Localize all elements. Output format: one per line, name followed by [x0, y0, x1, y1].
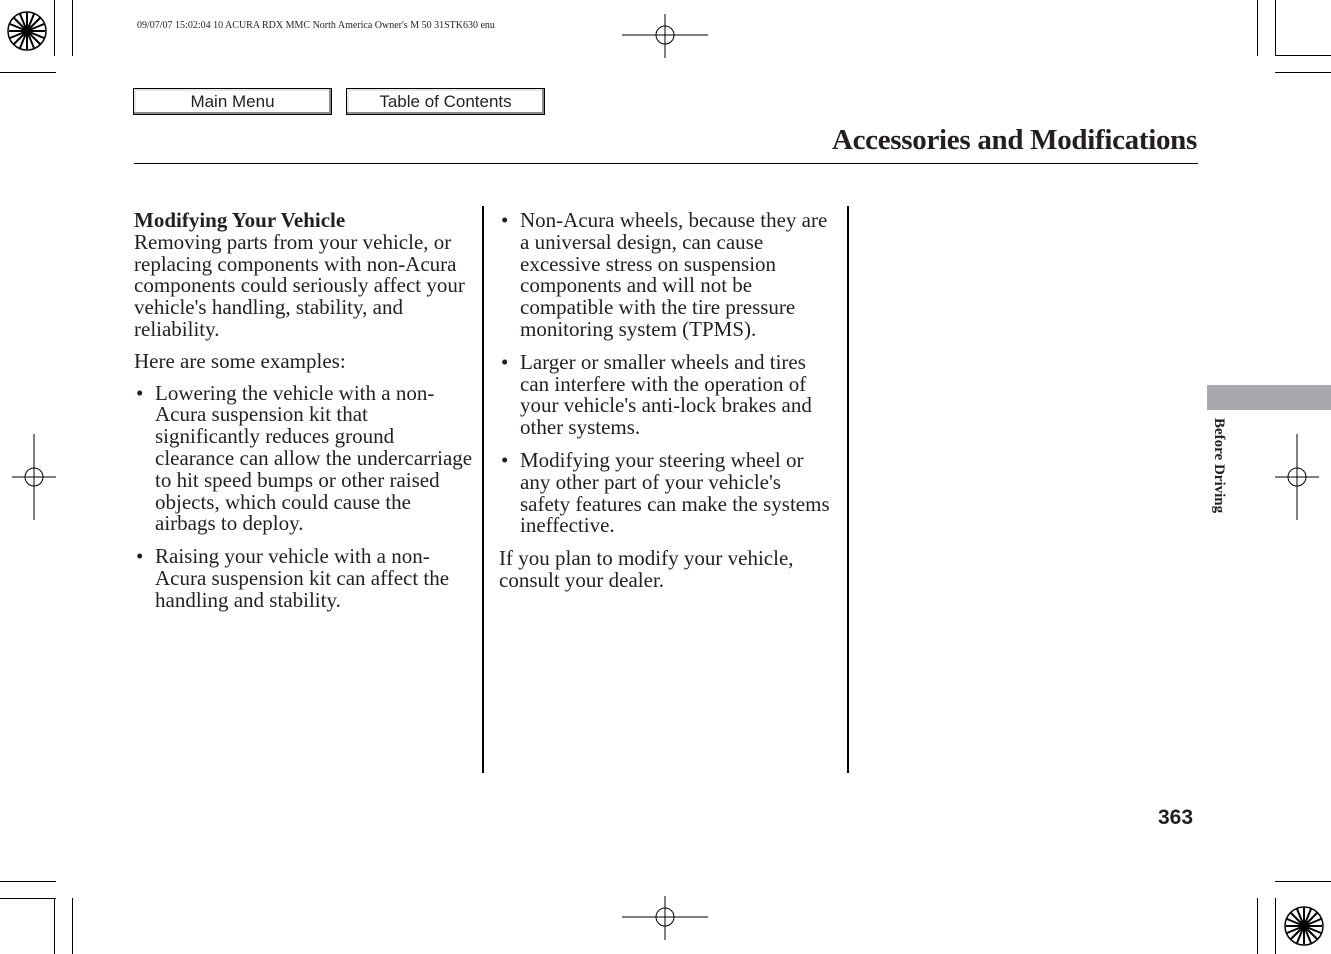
crop-mark	[1275, 72, 1331, 73]
section-heading: Modifying Your Vehicle	[134, 208, 346, 232]
page-title: Accessories and Modifications	[831, 124, 1197, 156]
column-divider-right	[847, 206, 849, 773]
examples-list	[134, 380, 474, 612]
main-menu-label: Main Menu	[190, 92, 275, 111]
crop-mark	[54, 0, 55, 56]
intro-paragraph: Removing parts from your vehicle, or replacing components with non-Acura components could seriously affect your vehicle's handling, stability, and reliability.	[134, 229, 465, 341]
list-item	[134, 380, 474, 536]
page-number: 363	[1158, 806, 1194, 829]
crosshair-registration-icon	[1275, 434, 1319, 520]
print-info: 09/07/07 15:02:04 10 ACURA RDX MMC North America Owner's M 50 31STK630 enu	[137, 20, 495, 31]
crosshair-registration-icon	[622, 896, 708, 940]
list-item-text: Lowering the vehicle with a non-Acura suspension kit that significantly reduces ground clearance can allow the undercarriage to hit speed bumps or other raised objects, which could cause the airbags to deploy.	[155, 380, 473, 536]
bullet-icon: •	[136, 380, 144, 405]
list-item	[499, 447, 834, 538]
examples-label: Here are some examples:	[134, 348, 346, 373]
crop-mark	[1275, 881, 1331, 882]
crop-mark	[1275, 0, 1276, 56]
title-divider	[134, 163, 1198, 164]
main-menu-button[interactable]	[133, 88, 332, 115]
list-item-text: Larger or smaller wheels and tires can interfere with the operation of your vehicle's anti-lock brakes and other systems.	[520, 349, 812, 440]
bullet-icon: •	[501, 349, 509, 374]
crop-mark	[0, 898, 56, 899]
crop-mark	[1275, 55, 1331, 56]
registration-starburst-icon	[6, 10, 48, 52]
bullet-icon: •	[501, 447, 509, 472]
table-of-contents-label: Table of Contents	[379, 92, 512, 111]
list-item	[499, 349, 834, 440]
closing-paragraph: If you plan to modify your vehicle, consult your dealer.	[499, 546, 794, 592]
crop-mark	[1275, 898, 1276, 954]
list-item	[134, 546, 474, 611]
bullet-icon: •	[136, 544, 144, 569]
list-item-text: Raising your vehicle with a non-Acura suspension kit can affect the handling and stability.	[155, 544, 450, 612]
section-tab-marker	[1207, 385, 1331, 410]
crop-mark	[72, 898, 73, 954]
list-item-text: Modifying your steering wheel or any other part of your vehicle's safety features can make the systems ineffective.	[520, 447, 830, 538]
registration-starburst-icon	[1283, 905, 1325, 947]
column-divider-left	[482, 206, 484, 773]
list-item-text: Non-Acura wheels, because they are a universal design, can cause excessive stress on suspension components and will not be compatible with the tire pressure monitoring system (TPMS).	[520, 208, 828, 341]
crop-mark	[0, 72, 56, 73]
crop-mark	[54, 898, 55, 954]
crop-mark	[1257, 0, 1258, 56]
examples-list-continued	[499, 210, 834, 537]
left-column	[134, 210, 474, 623]
table-of-contents-button[interactable]	[346, 88, 545, 115]
crop-mark	[0, 881, 56, 882]
list-item	[499, 210, 834, 341]
bullet-icon: •	[501, 208, 509, 232]
crop-mark	[72, 0, 73, 56]
crop-mark	[1257, 898, 1258, 954]
section-tab-label: Before Driving	[1211, 418, 1227, 514]
crosshair-registration-icon	[12, 434, 56, 520]
right-column	[499, 210, 834, 592]
crosshair-registration-icon	[622, 14, 708, 58]
